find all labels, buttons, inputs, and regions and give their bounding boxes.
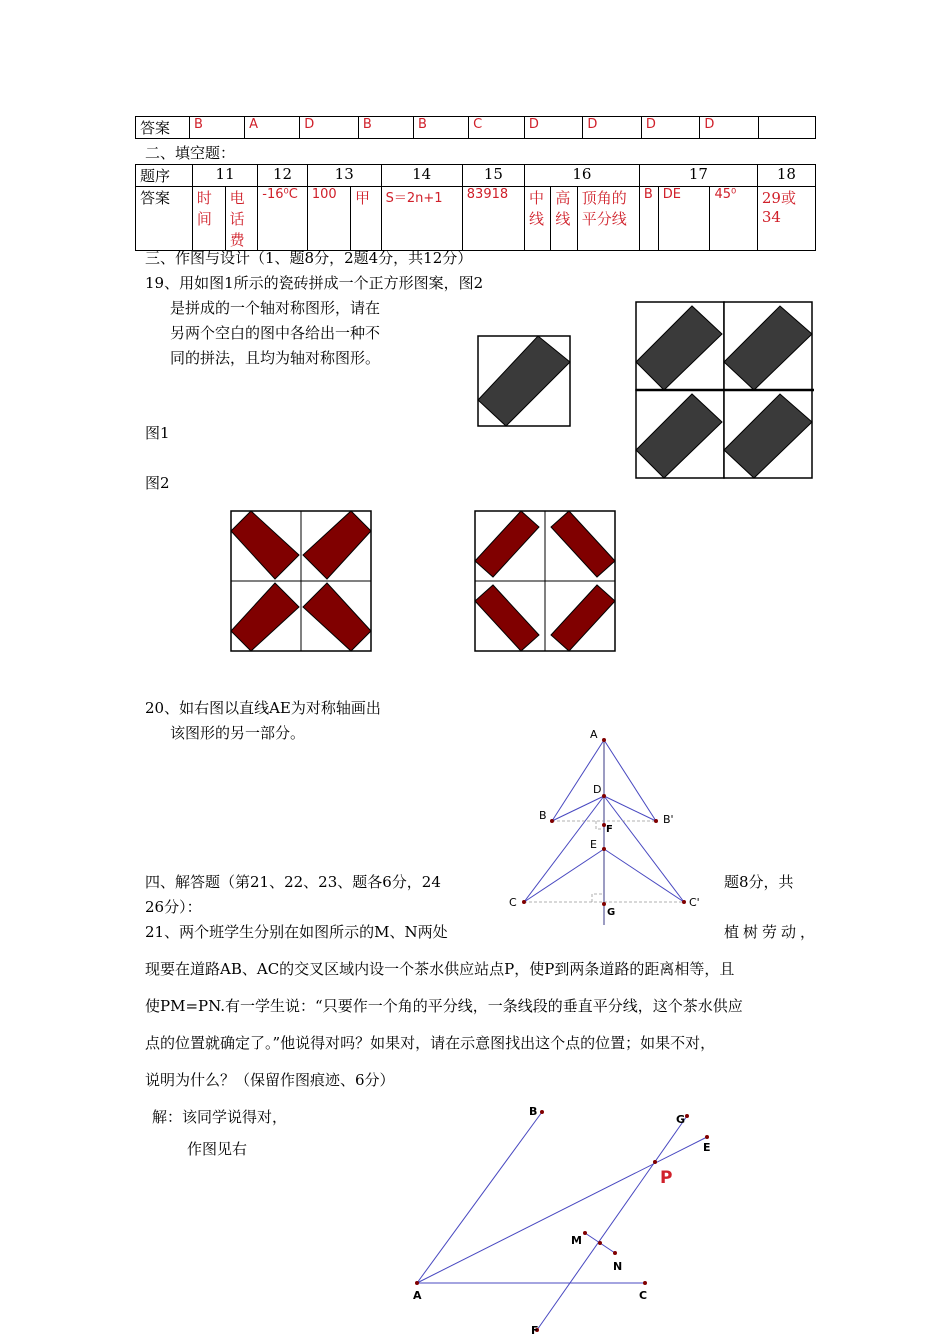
header-cell: 15 — [462, 165, 524, 187]
q19-text: 是拼成的一个轴对称图形，请在 — [170, 299, 381, 317]
header-cell: 17 — [639, 165, 757, 187]
row-label: 答案 — [136, 117, 190, 139]
section-title: 三、作图与设计（1、题8分，2题4分，共12分） — [145, 249, 473, 267]
q19-text: 19、用如图1所示的瓷砖拼成一个正方形图案，图2 — [145, 274, 484, 292]
point-label: F — [606, 824, 613, 835]
tile-answer-b — [473, 509, 617, 653]
answer-cell: D — [583, 117, 642, 139]
q21-text: 21、两个班学生分别在如图所示的M、N两处 — [145, 923, 448, 941]
q21-text: 说明为什么？（保留作图痕迹、6分） — [145, 1071, 395, 1089]
q19-text: 另两个空白的图中各给出一种不 — [170, 324, 381, 342]
tile-answer-a — [229, 509, 373, 653]
solution-text: 作图见右 — [187, 1140, 248, 1158]
answer-cell — [759, 117, 816, 139]
answer-cell: D — [700, 117, 759, 139]
point-p-label: P — [660, 1168, 673, 1188]
answer-cell: B — [190, 117, 245, 139]
answer-cell: B — [358, 117, 413, 139]
q20-text: 该图形的另一部分。 — [170, 724, 306, 742]
header-cell: 13 — [307, 165, 381, 187]
point-label: C' — [689, 896, 700, 909]
header-cell: 11 — [192, 165, 257, 187]
answer-cell: 顶角的平分线 — [577, 187, 639, 251]
answer-cell: 电话费 — [225, 187, 258, 251]
point-label: B' — [663, 813, 674, 826]
point-label: N — [613, 1260, 623, 1273]
answer-cell: 时间 — [192, 187, 225, 251]
point-label: E — [590, 838, 597, 851]
table-row — [136, 187, 816, 251]
tile-figure-1 — [476, 334, 572, 428]
section-title-cont: 26分）： — [145, 898, 202, 916]
answer-cell: 高线 — [551, 187, 577, 251]
answer-cell: 中线 — [524, 187, 550, 251]
answer-cell: -16⁰C — [258, 187, 308, 251]
answer-cell: S＝2n+1 — [381, 187, 462, 251]
answer-cell: B — [414, 117, 469, 139]
answer-cell: 45⁰ — [710, 187, 757, 251]
answer-table-fill — [135, 164, 816, 251]
answer-cell: 100 — [307, 187, 350, 251]
table-row — [136, 165, 816, 187]
point-label: G — [676, 1113, 686, 1126]
answer-cell: D — [641, 117, 700, 139]
section-title: 四、解答题（第21、22、23、题各6分，24 — [145, 873, 441, 891]
q21-text: 现要在道路AB、AC的交叉区域内设一个茶水供应站点P，使P到两条道路的距离相等，且 — [145, 960, 735, 978]
row-label: 答案 — [136, 187, 193, 251]
answer-cell: C — [469, 117, 525, 139]
point-label: E — [703, 1141, 711, 1154]
section-title: 二、填空题： — [145, 144, 236, 162]
point-label: B — [529, 1105, 538, 1118]
construction-figure — [405, 1100, 725, 1340]
point-label: G — [607, 907, 616, 918]
solution-text: 解：该同学说得对， — [152, 1108, 288, 1126]
point-label: A — [413, 1289, 422, 1302]
point-label: B — [539, 809, 547, 822]
answer-table-choice — [135, 116, 816, 139]
point-label: C — [639, 1289, 648, 1302]
answer-cell: B — [639, 187, 658, 251]
table-row — [136, 117, 816, 139]
answer-cell: 29或34 — [757, 187, 815, 251]
figure-label: 图1 — [145, 424, 170, 442]
tile-figure-2 — [634, 300, 816, 482]
point-label: A — [590, 728, 598, 741]
point-label: D — [593, 783, 602, 796]
answer-cell: A — [245, 117, 300, 139]
header-cell: 12 — [258, 165, 308, 187]
header-cell: 16 — [524, 165, 639, 187]
q21-text: 植树劳动， — [724, 923, 820, 941]
figure-label: 图2 — [145, 474, 170, 492]
point-label: F — [531, 1324, 539, 1337]
q21-text: 点的位置就确定了。”他说得对吗？如果对，请在示意图找出这个点的位置；如果不对， — [145, 1034, 716, 1052]
q20-text: 20、如右图以直线AE为对称轴画出 — [145, 699, 381, 717]
answer-cell: D — [300, 117, 359, 139]
row-label: 题序 — [136, 165, 193, 187]
q19-text: 同的拼法，且均为轴对称图形。 — [170, 349, 381, 367]
answer-cell: 83918 — [462, 187, 524, 251]
q21-text: 使PM=PN.有一学生说：“只要作一个角的平分线，一条线段的垂直平分线，这个茶水供应 — [145, 997, 743, 1015]
answer-cell: DE — [658, 187, 710, 251]
section-title-cont: 题8分，共 — [724, 873, 794, 891]
symmetry-tree-figure — [500, 725, 720, 925]
header-cell: 18 — [757, 165, 815, 187]
answer-cell: D — [524, 117, 583, 139]
header-cell: 14 — [381, 165, 462, 187]
point-label: C — [509, 896, 517, 909]
point-label: M — [571, 1234, 582, 1247]
answer-cell: 甲 — [351, 187, 382, 251]
